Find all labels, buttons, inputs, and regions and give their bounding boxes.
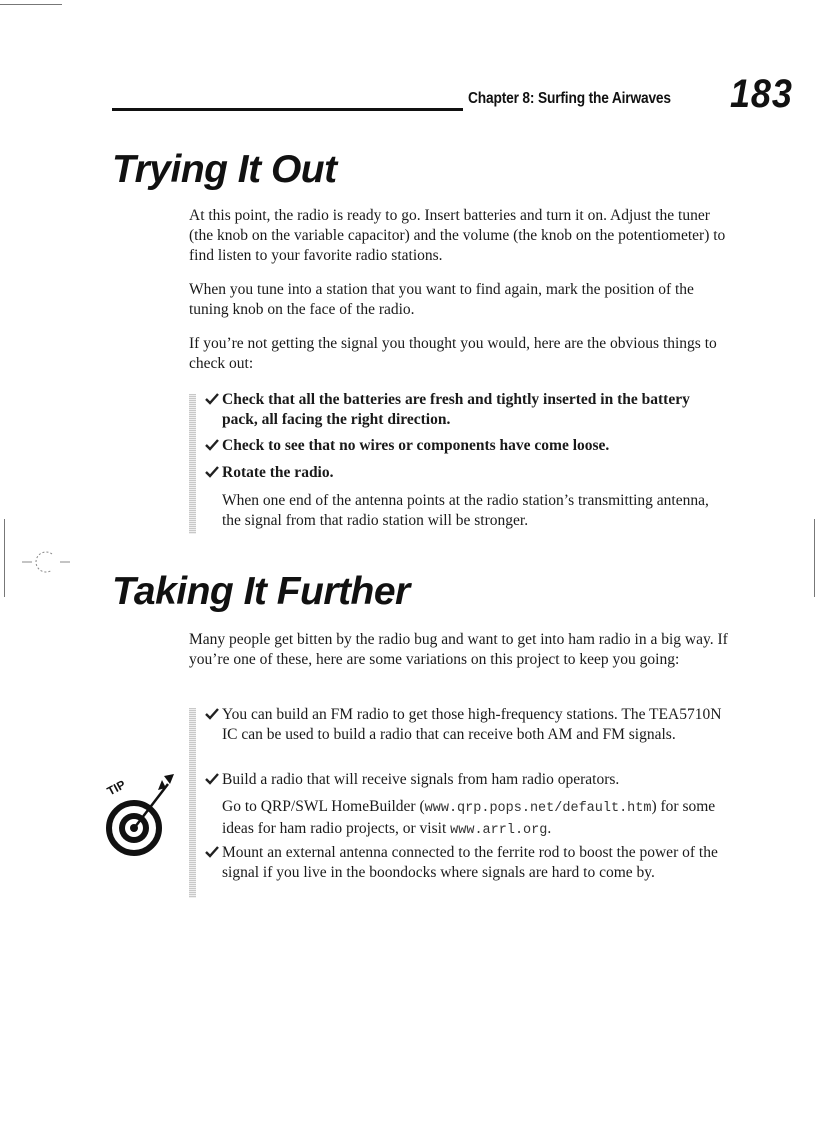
list-item [205, 705, 725, 745]
list-shade-bar [189, 394, 196, 534]
rotate-note: When one end of the antenna points at the radio station’s transmitting antenna, the signal from that radio station will be stronger. [222, 492, 709, 529]
list-shade-bar [189, 708, 196, 898]
checkmark-icon [205, 771, 219, 787]
list-item [205, 436, 725, 456]
header-rule [112, 108, 463, 111]
checkmark-icon [205, 391, 219, 407]
paragraph: Many people get bitten by the radio bug and want to get into ham radio in a big way. If you’re one of these, here are some variations on this project to keep you going: [189, 631, 728, 668]
link-arrl[interactable]: www.arrl.org [450, 823, 548, 838]
crop-mark-top [0, 4, 62, 5]
list-item-text: Mount an external antenna connected to the ferrite rod to boost the power of the signal if you live in the boondocks where signals are hard to come by. [222, 844, 718, 881]
section-heading-trying-it-out: Trying It Out [112, 148, 337, 191]
list-item [205, 843, 725, 883]
ham-note-prefix: Go to QRP/SWL HomeBuilder ( [222, 798, 425, 815]
paragraph: When you tune into a station that you want to find again, mark the position of the tuning knob on the face of the radio. [189, 281, 694, 318]
section-heading-taking-it-further: Taking It Further [112, 570, 410, 613]
list-item-text: Build a radio that will receive signals from ham radio operators. [222, 771, 620, 788]
ham-note-suffix: . [547, 820, 552, 837]
checklist-item-text: Rotate the radio. [222, 464, 334, 481]
checkmark-icon [205, 844, 219, 860]
crop-mark-right [814, 519, 815, 597]
checkmark-icon [205, 437, 219, 453]
chapter-header: Chapter 8: Surfing the Airwaves [468, 90, 671, 107]
list-item [205, 770, 725, 790]
page-number: 183 [730, 72, 793, 116]
crop-mark-left [4, 519, 5, 597]
list-item [205, 390, 725, 430]
ham-note-middle: ) for some ideas for ham radio projects, or visit [222, 798, 716, 837]
link-qrp-homebuilder[interactable]: www.qrp.pops.net/default.htm [424, 801, 652, 816]
list-item-text: You can build an FM radio to get those high-frequency stations. The TEA5710N IC can be used to build a radio that can receive both AM and FM signals. [222, 706, 722, 743]
tip-icon [104, 770, 176, 858]
tip-label: TIP [104, 777, 128, 799]
checkmark-icon [205, 464, 219, 480]
checklist-item-text: Check to see that no wires or components have come loose. [222, 437, 610, 454]
registration-mark [22, 548, 70, 576]
paragraph: At this point, the radio is ready to go. Insert batteries and turn it on. Adjust the tuner (the knob on the variable capacitor) and the volume (the knob on the potentiometer) to find listen to your favorite radio stations. [189, 207, 726, 264]
list-item [205, 463, 725, 483]
checklist-item-text: Check that all the batteries are fresh and tightly inserted in the battery pack, all facing the right direction. [222, 391, 690, 428]
ham-note [222, 797, 722, 841]
paragraph: If you’re not getting the signal you thought you would, here are the obvious things to check out: [189, 335, 717, 372]
checkmark-icon [205, 706, 219, 722]
